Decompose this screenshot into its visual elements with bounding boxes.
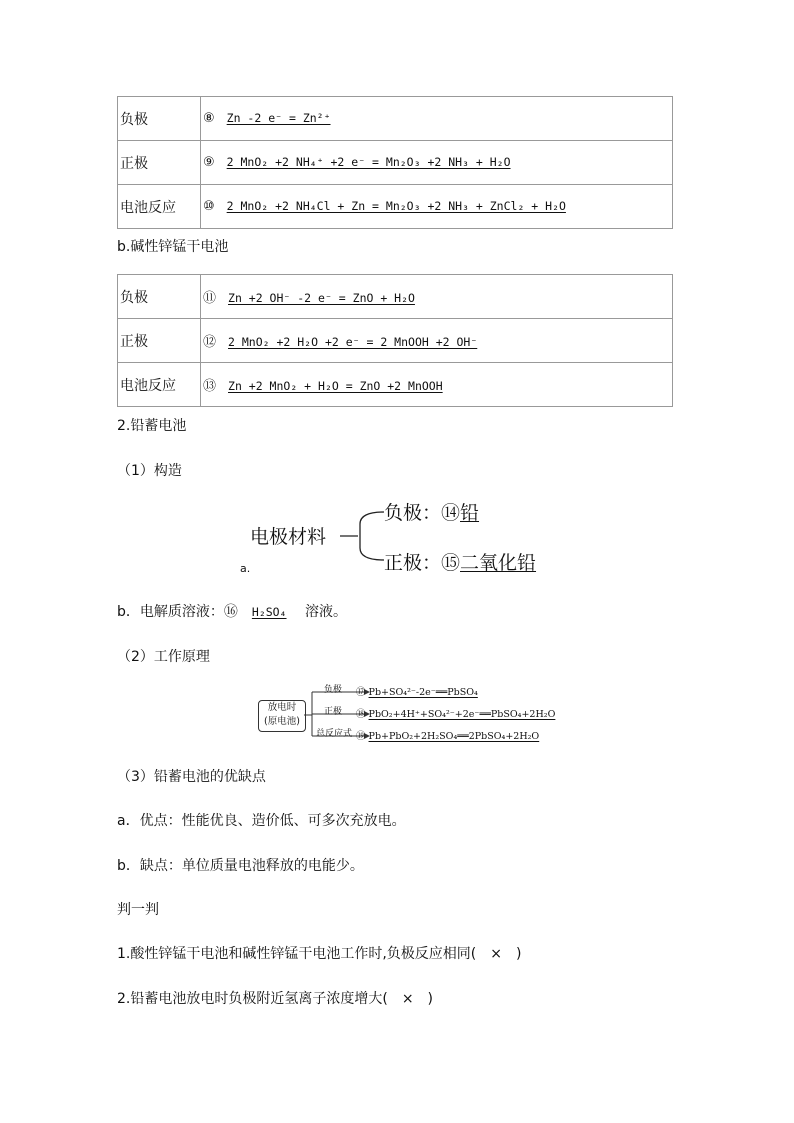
row-label: 负极 — [118, 275, 201, 319]
positive-equation: PbO₂+4H⁺+SO₄²⁻+2e⁻══PbSO₄+2H₂O — [368, 709, 556, 720]
blank-number: ⑲ — [356, 731, 366, 742]
branch-negative — [356, 684, 478, 698]
table-row — [118, 275, 673, 319]
equation: 2 MnO₂ +2 NH₄Cl + Zn = Mn₂O₃ +2 NH₃ + ZnCl₂ + H₂O — [226, 199, 566, 213]
structure-negative — [384, 498, 479, 525]
alkaline-cell-table — [117, 274, 673, 407]
section-lead-battery: 2.铅蓄电池 — [117, 418, 187, 434]
row-label: 电池反应 — [118, 185, 201, 229]
equation: Zn -2 e⁻ = Zn²⁺ — [226, 111, 331, 125]
row-label: 正极 — [118, 319, 201, 363]
subheading-structure: （1）构造 — [117, 463, 182, 479]
blank-number: ⑨ — [203, 155, 215, 170]
subheading-pros-cons: （3）铅蓄电池的优缺点 — [117, 769, 266, 785]
equation: Zn +2 OH⁻ -2 e⁻ = ZnO + H₂O — [228, 291, 415, 305]
equation: 2 MnO₂ +2 H₂O +2 e⁻ = 2 MnOOH +2 OH⁻ — [228, 335, 478, 349]
table-row — [118, 141, 673, 185]
row-label: 负极 — [118, 97, 201, 141]
advantages: a．优点：性能优良、造价低、可多次充放电。 — [117, 813, 406, 829]
structure-marker: a. — [240, 562, 251, 575]
structure-root: 电极材料 — [250, 526, 327, 548]
branch-total — [356, 728, 539, 742]
blank-number: ⑬ — [203, 379, 217, 394]
electrolyte-suffix: 溶液。 — [304, 604, 347, 620]
equation: Zn +2 MnO₂ + H₂O = ZnO +2 MnOOH — [228, 379, 443, 393]
question-2: 2.铅蓄电池放电时负极附近氢离子浓度增大( × ) — [117, 991, 434, 1007]
electrolyte-prefix: b．电解质溶液：⑯ — [117, 604, 238, 620]
blank-number: ⑪ — [203, 291, 217, 306]
subheading-principle: （2）工作原理 — [117, 649, 210, 665]
negative-equation: Pb+SO₄²⁻-2e⁻══PbSO₄ — [368, 687, 478, 698]
blank-number: ⑩ — [203, 199, 215, 214]
branch-positive — [356, 706, 555, 720]
blank-number: ⑧ — [203, 111, 215, 126]
table-row — [118, 319, 673, 363]
positive-label: 正极：⑮ — [384, 552, 461, 574]
negative-label: 负极：⑭ — [384, 502, 461, 524]
blank-number: ⑰ — [356, 687, 366, 698]
acid-cell-table — [117, 96, 673, 229]
structure-positive — [384, 548, 536, 575]
table-row — [118, 185, 673, 229]
brace-connector — [336, 500, 386, 570]
negative-value: 铅 — [460, 502, 480, 524]
blank-number: ⑱ — [356, 709, 366, 720]
branch-total-label: 总反应式 — [316, 729, 353, 739]
total-equation: Pb+PbO₂+2H₂SO₄══2PbSO₄+2H₂O — [368, 731, 540, 742]
discharge-label: 放电时 — [267, 702, 297, 713]
blank-number: ⑫ — [203, 335, 217, 350]
question-1: 1.酸性锌锰干电池和碱性锌锰干电池工作时,负极反应相同( × ) — [117, 946, 522, 962]
table-row — [118, 363, 673, 407]
branch-positive-label: 正极 — [324, 707, 343, 717]
galvanic-label: (原电池) — [264, 716, 300, 727]
heading-alkaline: b.碱性锌锰干电池 — [117, 239, 229, 255]
table-row — [118, 97, 673, 141]
judge-title: 判一判 — [117, 902, 159, 918]
row-label: 电池反应 — [118, 363, 201, 407]
branch-negative-label: 负极 — [324, 685, 343, 695]
discharge-box — [258, 700, 306, 732]
row-label: 正极 — [118, 141, 201, 185]
disadvantages: b．缺点：单位质量电池释放的电能少。 — [117, 858, 364, 874]
electrolyte-value: H₂SO₄ — [251, 605, 287, 619]
positive-value: 二氧化铅 — [460, 552, 537, 574]
equation: 2 MnO₂ +2 NH₄⁺ +2 e⁻ = Mn₂O₃ +2 NH₃ + H₂O — [226, 155, 511, 169]
electrolyte-line — [117, 601, 347, 621]
